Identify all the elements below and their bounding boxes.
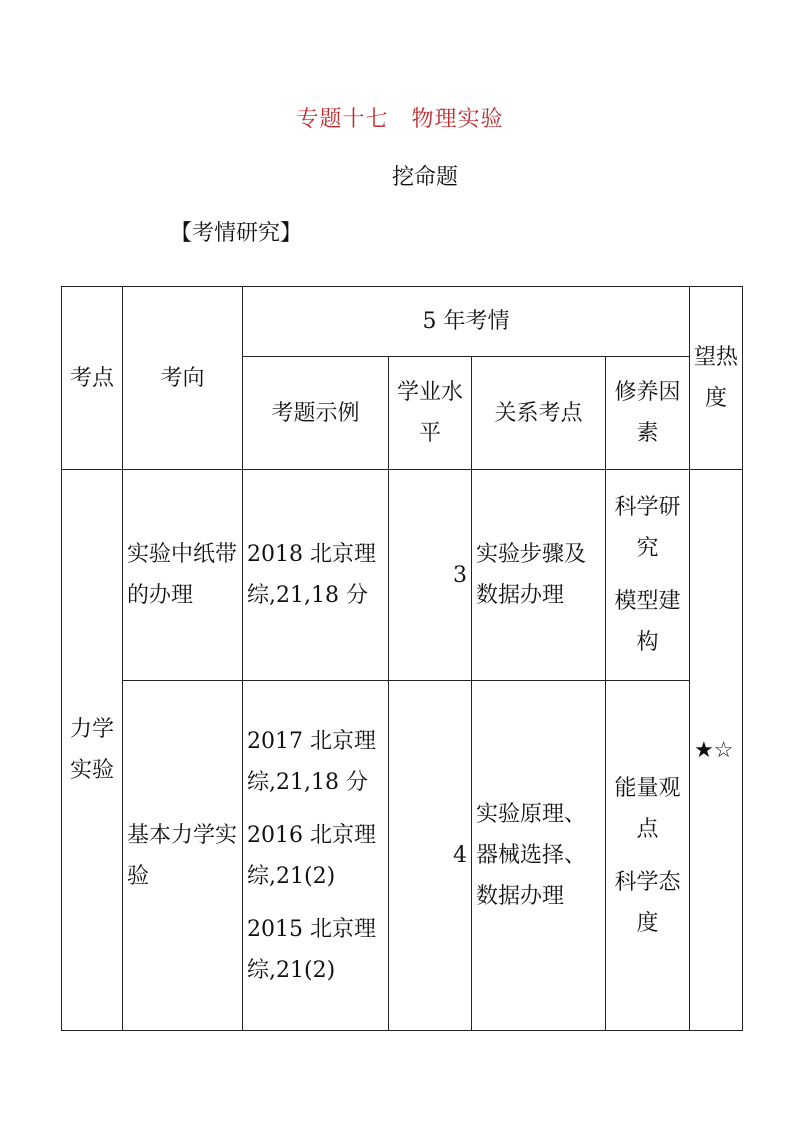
- exam-analysis-table: [61, 286, 743, 1031]
- heat-cell: ★☆: [690, 470, 743, 1031]
- page-subtitle: 挖命题: [391, 165, 458, 190]
- level-cell: 3: [389, 470, 472, 681]
- header-kaodian: 考点: [62, 287, 123, 470]
- example-cell: [243, 681, 389, 1031]
- section-heading: 【考情研究】: [170, 221, 303, 246]
- literacy-cell: [606, 470, 690, 681]
- related-cell: 实验原理、器械选择、数据办理: [472, 681, 606, 1031]
- example-cell: [243, 470, 389, 681]
- header-heat: 望热度: [690, 287, 743, 470]
- example-item: 2017 北京理综,21,18 分: [247, 728, 376, 795]
- level-cell: 4: [389, 681, 472, 1031]
- literacy-item: 模型建构: [614, 589, 681, 655]
- header-literacy: 修养因素: [606, 357, 690, 470]
- direction-cell: 基本力学实验: [123, 681, 243, 1031]
- header-level: 学业水平: [389, 357, 472, 470]
- header-related: 关系考点: [472, 357, 606, 470]
- header-five-year: 5 年考情: [243, 287, 690, 357]
- page-title: 专题十七 物理实验: [296, 107, 504, 132]
- literacy-cell: [606, 681, 690, 1031]
- literacy-item: 科学研究: [614, 495, 681, 561]
- example-item: 2018 北京理综,21,18 分: [247, 542, 376, 608]
- example-item: 2015 北京理综,21(2): [247, 916, 376, 983]
- header-example: 考题示例: [243, 357, 389, 470]
- literacy-item: 能量观点: [614, 775, 681, 842]
- related-cell: 实验步骤及数据办理: [472, 470, 606, 681]
- header-kaoxiang: 考向: [123, 287, 243, 470]
- direction-cell: 实验中纸带的办理: [123, 470, 243, 681]
- example-item: 2016 北京理综,21(2): [247, 822, 376, 889]
- kaodian-cell: 力学实验: [62, 470, 123, 1031]
- literacy-item: 科学态度: [614, 869, 681, 936]
